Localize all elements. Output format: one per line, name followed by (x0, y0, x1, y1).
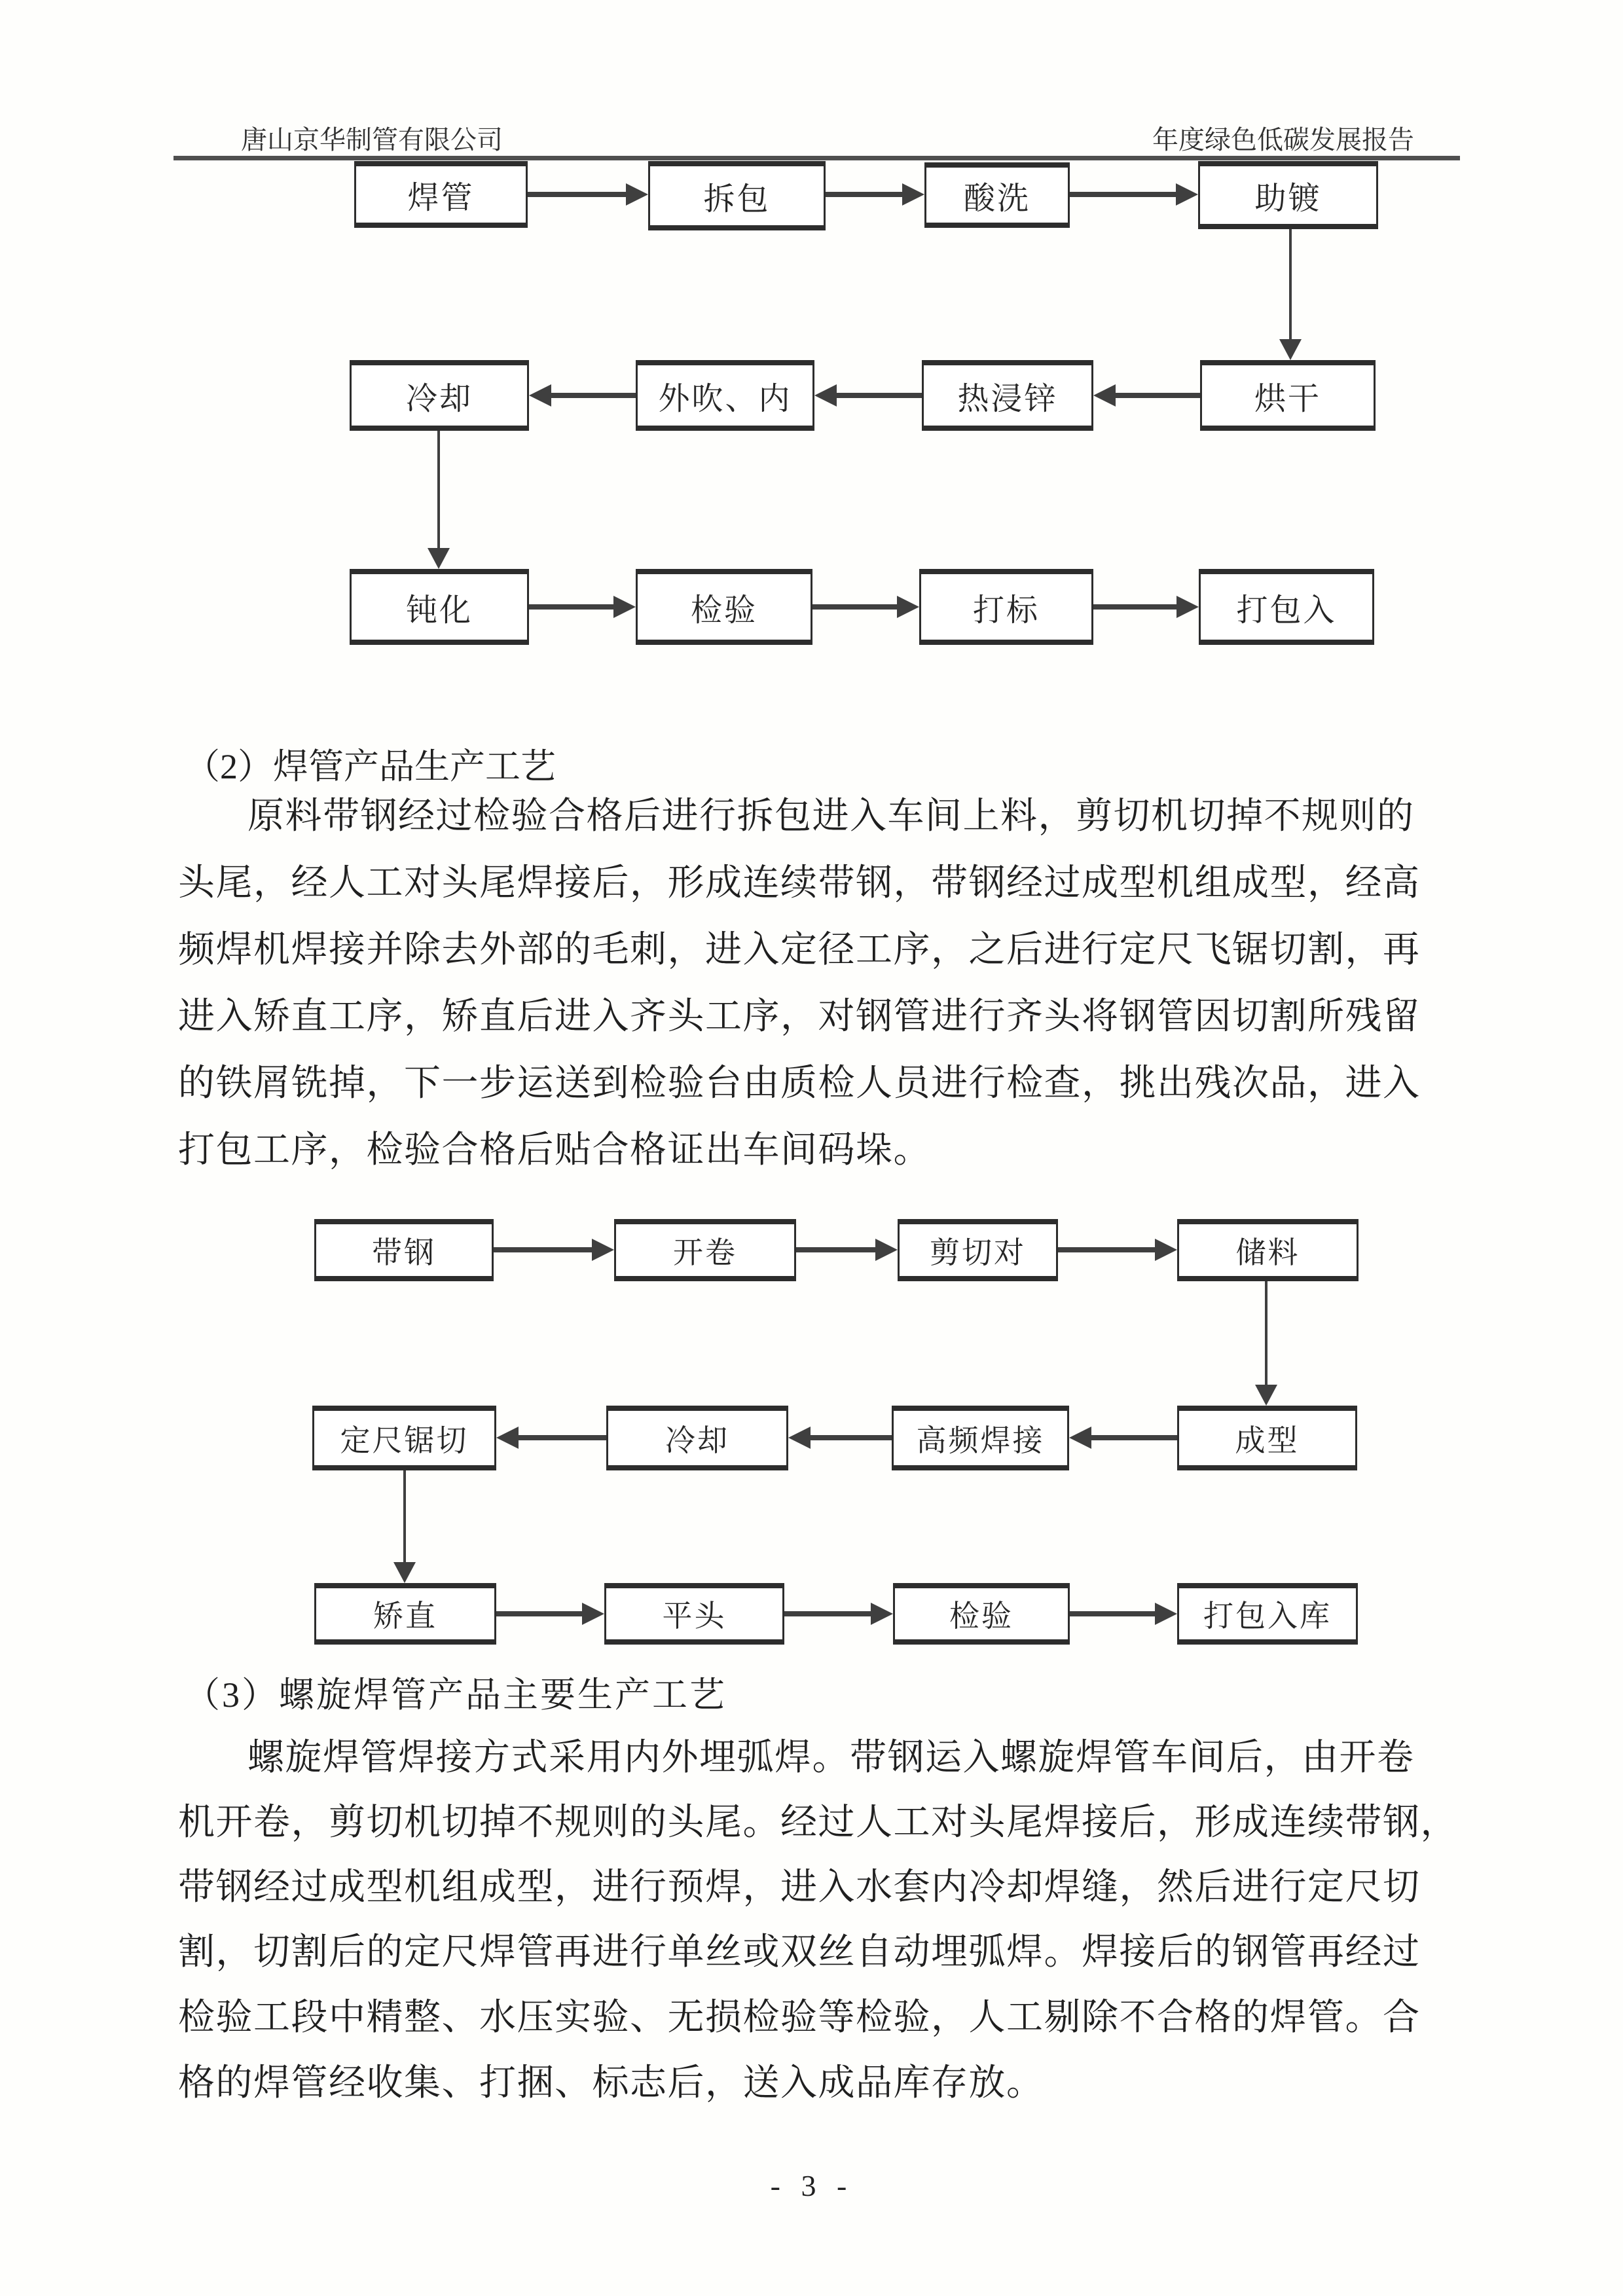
flow-box: 烘干 (1200, 360, 1376, 431)
paragraph-line: 的铁屑铣掉，下一步运送到检验台由质检人员进行检查，挑出残次品，进入 (178, 1063, 1421, 1104)
flow-box: 剪切对 (898, 1219, 1058, 1281)
arrow-left-icon (529, 384, 636, 407)
paragraph-line: 机开卷，剪切机切掉不规则的头尾。经过人工对头尾焊接后，形成连续带钢， (178, 1802, 1458, 1843)
flow-box: 打包入 (1199, 569, 1374, 645)
flow-box: 检验 (893, 1583, 1070, 1645)
arrow-left-icon (1093, 384, 1200, 407)
paragraph-line: 带钢经过成型机组成型，进行预焊，进入水套内冷却焊缝，然后进行定尺切 (178, 1867, 1421, 1908)
arrow-right-icon (784, 1602, 893, 1626)
arrow-left-icon (788, 1426, 892, 1449)
flow-box: 酸洗 (924, 162, 1070, 228)
section-2-heading: （2）焊管产品生产工艺 (185, 747, 556, 786)
arrow-left-icon (1069, 1426, 1177, 1449)
arrow-right-icon (1058, 1238, 1177, 1262)
paragraph-line: 检验工段中精整、水压实验、无损检验等检验，人工剔除不合格的焊管。合 (178, 1997, 1421, 2038)
flow-box: 打包入库 (1177, 1583, 1358, 1645)
arrow-right-icon (796, 1238, 898, 1262)
flow-box: 拆包 (648, 161, 826, 230)
flow-box: 定尺锯切 (312, 1406, 496, 1470)
arrow-right-icon (1070, 1602, 1177, 1626)
flow-box: 热浸锌 (922, 360, 1093, 431)
paragraph-line: 原料带钢经过检验合格后进行拆包进入车间上料，剪切机切掉不规则的 (247, 796, 1415, 837)
flow-box: 焊管 (354, 161, 528, 228)
paragraph-line: 打包工序，检验合格后贴合格证出车间码垛。 (178, 1130, 931, 1171)
arrow-left-icon (814, 384, 922, 407)
paragraph-line: 割，切割后的定尺焊管再进行单丝或双丝自动埋弧焊。焊接后的钢管再经过 (178, 1932, 1421, 1973)
arrow-right-icon (494, 1238, 614, 1262)
flow-box: 成型 (1177, 1406, 1357, 1470)
arrow-down-icon (427, 431, 450, 569)
flow-box: 助镀 (1198, 161, 1378, 229)
arrow-down-icon (393, 1470, 416, 1583)
arrow-right-icon (528, 183, 648, 206)
flow-box: 打标 (919, 569, 1093, 645)
flow-box: 储料 (1177, 1219, 1359, 1281)
arrow-right-icon (826, 183, 924, 206)
flow-box: 带钢 (314, 1219, 494, 1281)
arrow-right-icon (812, 595, 919, 619)
paragraph-line: 头尾，经人工对头尾焊接后，形成连续带钢，带钢经过成型机组成型，经高 (178, 863, 1421, 903)
paragraph-line: 频焊机焊接并除去外部的毛刺，进入定径工序，之后进行定尺飞锯切割，再 (178, 930, 1421, 970)
arrow-down-icon (1279, 229, 1302, 360)
arrow-right-icon (1093, 595, 1199, 619)
flow-box: 高频焊接 (892, 1406, 1069, 1470)
arrow-right-icon (496, 1602, 604, 1626)
arrow-right-icon (529, 595, 636, 619)
arrow-down-icon (1254, 1281, 1278, 1406)
flow-box: 检验 (636, 569, 812, 645)
flow-box: 钝化 (350, 569, 529, 645)
arrow-left-icon (496, 1426, 606, 1449)
section-3-heading: （3）螺旋焊管产品主要生产工艺 (185, 1675, 727, 1715)
paragraph-line: 进入矫直工序，矫直后进入齐头工序，对钢管进行齐头将钢管因切割所残留 (178, 996, 1421, 1037)
flow-box: 开卷 (614, 1219, 796, 1281)
paragraph-line: 螺旋焊管焊接方式采用内外埋弧焊。带钢运入螺旋焊管车间后，由开卷 (247, 1738, 1415, 1778)
flow-box: 冷却 (606, 1406, 788, 1470)
flow-box: 平头 (604, 1583, 784, 1645)
page-number: - 3 - (770, 2169, 854, 2202)
header-rule (173, 156, 1460, 160)
flow-box: 冷却 (350, 360, 529, 431)
flow-box: 矫直 (314, 1583, 496, 1645)
header-company-name: 唐山京华制管有限公司 (241, 125, 503, 155)
arrow-right-icon (1070, 183, 1198, 206)
paragraph-line: 格的焊管经收集、打捆、标志后，送入成品库存放。 (178, 2063, 1044, 2104)
flow-box: 外吹、内 (636, 360, 814, 431)
header-report-title: 年度绿色低碳发展报告 (1152, 125, 1414, 155)
